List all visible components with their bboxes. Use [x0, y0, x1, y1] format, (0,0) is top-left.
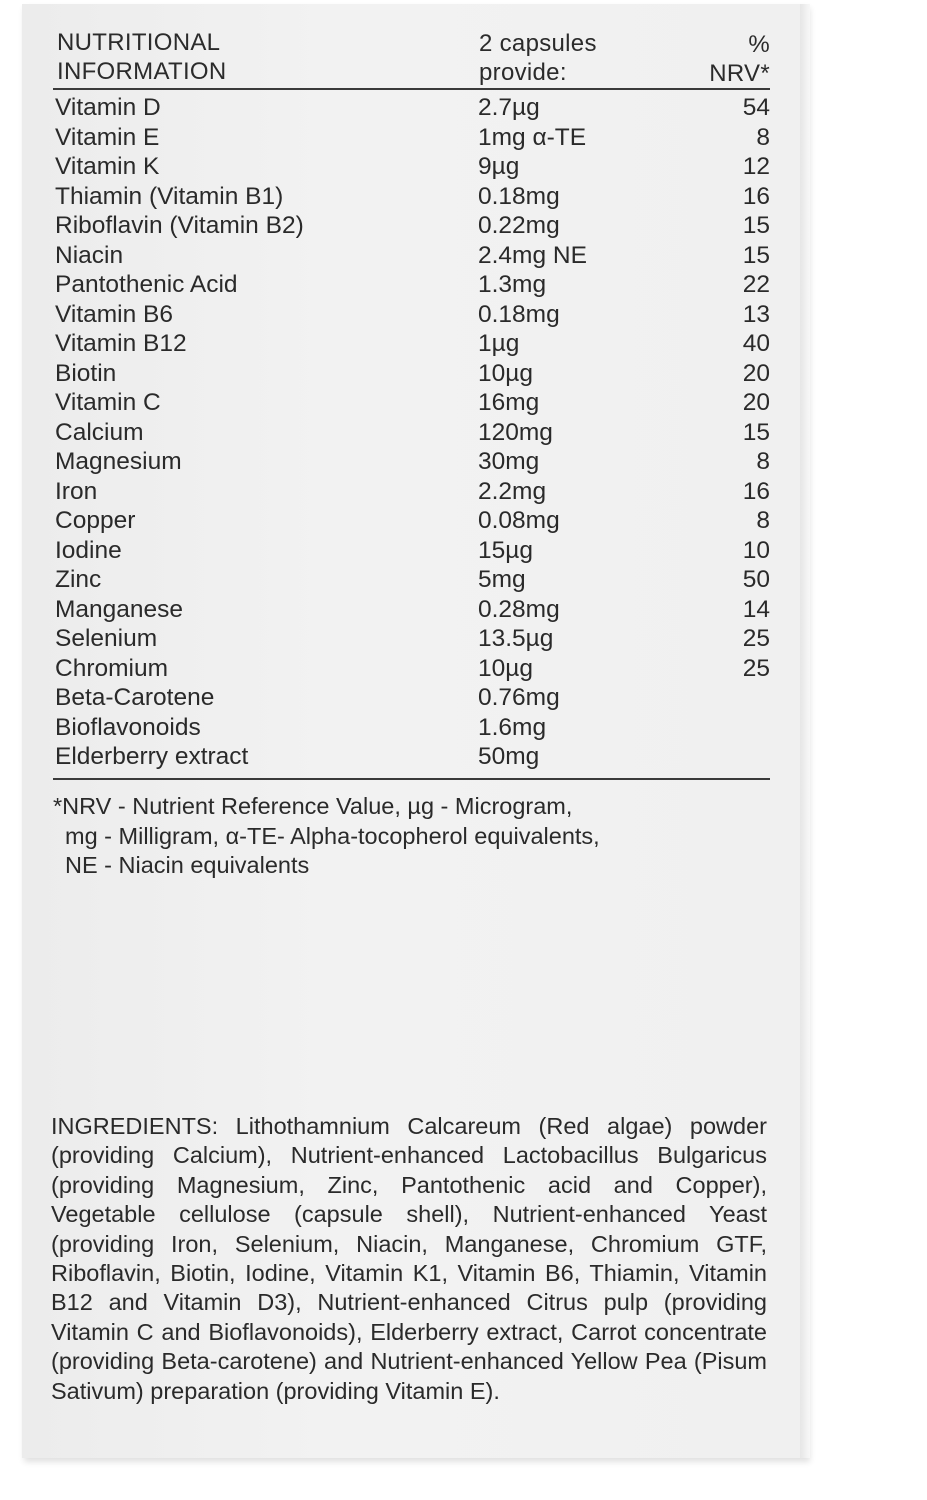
header-col3-line1: %	[748, 31, 770, 58]
header-col1-line2: INFORMATION	[57, 58, 227, 85]
nutrient-name: Magnesium	[55, 448, 182, 475]
table-row	[0, 241, 927, 271]
table-row	[0, 624, 927, 654]
nutrient-nrv: 20	[742, 389, 770, 416]
footnote-line-2: mg - Milligram, α-TE- Alpha-tocopherol equivalents,	[65, 822, 600, 849]
header-col2-line1: 2 capsules	[479, 30, 597, 57]
table-row	[0, 359, 927, 389]
table-row	[0, 595, 927, 625]
nutrient-amount: 0.22mg	[478, 212, 560, 239]
table-row	[0, 152, 927, 182]
nutrient-nrv: 15	[742, 418, 770, 446]
nutrient-name: Iron	[55, 477, 98, 505]
nutrient-nrv: 13	[742, 300, 770, 328]
nutrient-name: Vitamin D	[55, 94, 161, 121]
nutrient-name: Calcium	[55, 418, 144, 446]
nutrient-nrv: 14	[742, 595, 770, 623]
nutrient-amount: 0.28mg	[478, 595, 560, 623]
nutrient-amount: 16mg	[478, 389, 540, 416]
nutrient-amount: 0.18mg	[478, 182, 560, 210]
nutrient-nrv: 15	[742, 241, 770, 269]
nutrient-name: Iodine	[55, 536, 122, 564]
nutrient-amount: 120mg	[478, 418, 553, 446]
table-row	[0, 329, 927, 359]
nutrient-nrv: 10	[742, 536, 770, 564]
footnote	[53, 792, 753, 881]
nutrient-name: Vitamin C	[55, 389, 161, 416]
nutrient-name: Selenium	[55, 625, 158, 652]
nutrient-nrv: 40	[742, 330, 770, 357]
nutrient-name: Vitamin E	[55, 123, 160, 151]
nutrient-name: Chromium	[55, 654, 168, 682]
nutrient-amount: 10µg	[478, 654, 533, 682]
nutrient-amount: 1.3mg	[478, 271, 547, 298]
nutrient-nrv: 16	[742, 477, 770, 505]
nutrient-amount: 2.4mg NE	[478, 241, 587, 269]
table-row	[0, 123, 927, 153]
table-row	[0, 654, 927, 684]
nutrient-nrv: 22	[742, 271, 770, 298]
header-nutritional-information	[57, 28, 227, 86]
header-capsules-provide	[479, 29, 597, 87]
nutrient-name: Manganese	[55, 595, 184, 623]
table-row	[0, 713, 927, 743]
nutrient-amount: 0.18mg	[478, 300, 560, 328]
table-row	[0, 683, 927, 713]
nutrient-nrv: 8	[756, 507, 770, 534]
nutrient-nrv: 54	[742, 94, 770, 121]
table-row	[0, 447, 927, 477]
nutrient-amount: 1.6mg	[478, 713, 547, 741]
nutrient-nrv: 25	[742, 625, 770, 652]
nutrient-nrv: 20	[742, 359, 770, 387]
table-row	[0, 742, 927, 772]
table-row	[0, 211, 927, 241]
table-row	[0, 270, 927, 300]
nutrient-name: Niacin	[55, 241, 124, 269]
nutrient-name: Bioflavonoids	[55, 713, 201, 741]
table-row	[0, 182, 927, 212]
table-row	[0, 477, 927, 507]
header-col1-line1: NUTRITIONAL	[57, 29, 221, 56]
footnote-line-3: NE - Niacin equivalents	[65, 852, 310, 878]
footnote-line-1: *NRV - Nutrient Reference Value, µg - Microgram,	[53, 793, 573, 819]
table-row	[0, 388, 927, 418]
table-bottom-rule	[53, 778, 770, 780]
nutrient-amount: 5mg	[478, 566, 526, 593]
nutrient-name: Copper	[55, 507, 136, 534]
nutrient-amount: 1mg α-TE	[478, 123, 587, 151]
nutrient-nrv: 15	[742, 212, 770, 239]
table-top-rule	[53, 88, 770, 90]
nutrient-name: Vitamin B6	[55, 300, 174, 328]
nutrient-name: Zinc	[55, 566, 102, 593]
nutrient-nrv: 50	[742, 566, 770, 593]
nutrient-nrv: 8	[756, 448, 770, 475]
nutrient-table	[0, 93, 927, 772]
nutrient-name: Vitamin B12	[55, 330, 187, 357]
nutrient-amount: 50mg	[478, 743, 540, 770]
nutrient-amount: 2.7µg	[478, 94, 540, 121]
nutrient-amount: 9µg	[478, 153, 520, 180]
header-col3-line2: NRV*	[709, 60, 770, 87]
nutrient-amount: 30mg	[478, 448, 540, 475]
nutrient-amount: 2.2mg	[478, 477, 547, 505]
nutrient-nrv: 25	[742, 654, 770, 682]
header-nrv	[690, 30, 770, 88]
header-col2-line2: provide:	[479, 59, 567, 86]
nutrient-amount: 0.08mg	[478, 507, 560, 534]
table-row	[0, 418, 927, 448]
nutrient-nrv: 12	[742, 153, 770, 180]
nutrient-name: Beta-Carotene	[55, 684, 215, 711]
nutrient-amount: 13.5µg	[478, 625, 554, 652]
ingredients-text: INGREDIENTS: Lithothamnium Calcareum (Red algae) powder (providing Calcium), Nutrient-enhanced Lactobacillus Bulgaricus (providing Magnesium, Zinc, Pantothenic acid and Copper), Vegetable cellulose (capsule shell), Nutrient-enhanced Yeast (providing Iron, Selenium, Niacin, Manganese, Chromium GTF, Riboflavin, Biotin, Iodine, Vitamin K1, Vitamin B6, Thiamin, Vitamin B12 and Vitamin D3), Nutrient-enhanced Citrus pulp (providing Vitamin C and Bioflavonoids), Elderberry extract, Carrot concentrate (providing Beta-carotene) and Nutrient-enhanced Yellow Pea (Pisum Sativum) preparation (providing Vitamin E).	[51, 1113, 767, 1404]
table-row	[0, 300, 927, 330]
nutrient-amount: 0.76mg	[478, 684, 560, 711]
table-row	[0, 93, 927, 123]
nutrient-name: Thiamin (Vitamin B1)	[55, 182, 284, 210]
table-row	[0, 565, 927, 595]
nutrient-name: Riboflavin (Vitamin B2)	[55, 212, 304, 239]
nutrient-amount: 15µg	[478, 536, 533, 564]
nutrient-name: Vitamin K	[55, 153, 160, 180]
nutrient-name: Elderberry extract	[55, 743, 249, 770]
nutrient-name: Biotin	[55, 359, 117, 387]
table-row	[0, 506, 927, 536]
nutrient-nrv: 16	[742, 182, 770, 210]
nutrient-amount: 10µg	[478, 359, 533, 387]
nutrient-nrv: 8	[756, 123, 770, 151]
nutrient-name: Pantothenic Acid	[55, 271, 238, 298]
table-row	[0, 536, 927, 566]
nutrient-amount: 1µg	[478, 330, 520, 357]
